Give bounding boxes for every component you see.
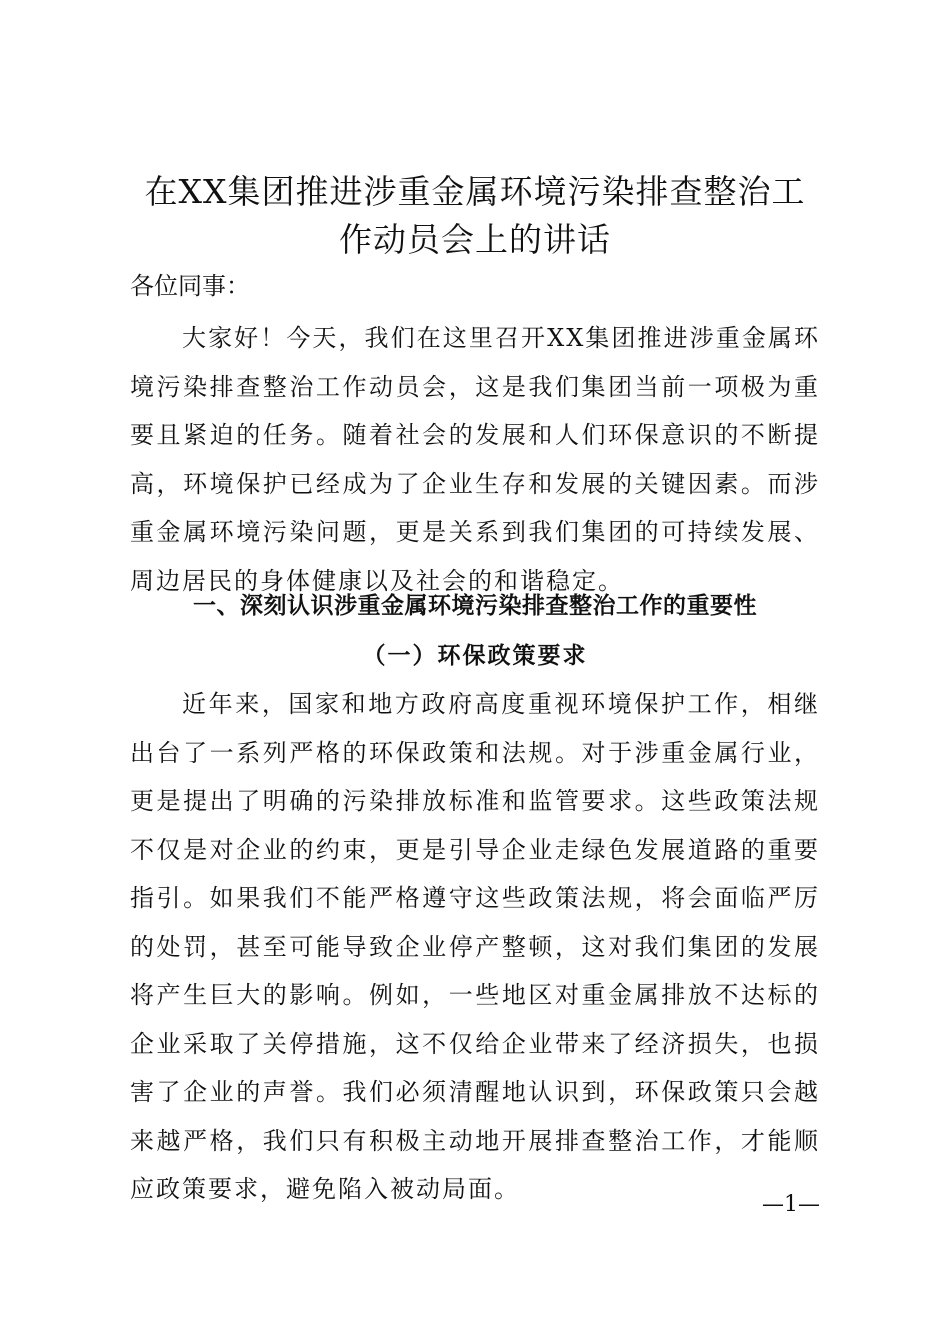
title-line-2: 作动员会上的讲话 — [339, 220, 611, 259]
section-heading-1: 一、深刻认识涉重金属环境污染排查整治工作的重要性 — [193, 593, 757, 619]
page-number: —1— — [762, 1192, 820, 1217]
intro-paragraph: 大家好！今天，我们在这里召开XX集团推进涉重金属环境污染排查整治工作动员会，这是我们集团当前一项极为重要且紧迫的任务。随着社会的发展和人们环保意识的不断提高，环境保护已经成为了企业生存和发展的关键因素。而涉重金属环境污染问题，更是关系到我们集团的可持续发展、周边居民的身体健康以及社会的和谐稳定。 — [130, 324, 820, 595]
document-title — [120, 168, 830, 264]
greeting: 各位同事： — [130, 272, 250, 300]
subsection-heading-1: （一）环保政策要求 — [362, 642, 588, 669]
subsection-paragraph-1: 近年来，国家和地方政府高度重视环境保护工作，相继出台了一系列严格的环保政策和法规。对于涉重金属行业，更是提出了明确的污染排放标准和监管要求。这些政策法规不仅是对企业的约束，更是引导企业走绿色发展道路的重要指引。如果我们不能严格遵守这些政策法规，将会面临严厉的处罚，甚至可能导致企业停产整顿，这对我们集团的发展将产生巨大的影响。例如，一些地区对重金属排放不达标的企业采取了关停措施，这不仅给企业带来了经济损失，也损害了企业的声誉。我们必须清醒地认识到，环保政策只会越来越严格，我们只有积极主动地开展排查整治工作，才能顺应政策要求，避免陷入被动局面。 — [130, 690, 820, 1203]
title-line-1: 在XX集团推进涉重金属环境污染排查整治工 — [144, 172, 806, 211]
